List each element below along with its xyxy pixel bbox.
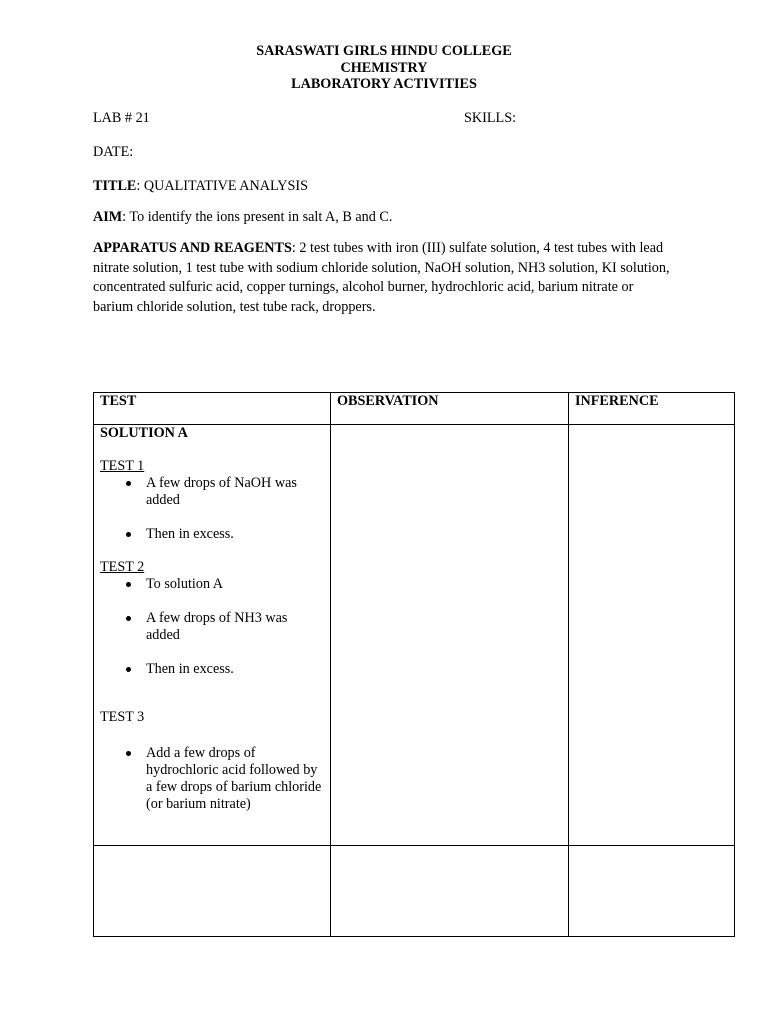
aim-line — [93, 209, 392, 226]
test2-list — [100, 576, 324, 678]
test2-label: TEST 2 — [100, 559, 145, 575]
list-item: Add a few drops of hydrochloric acid followed by a few drops of barium chloride (or barium nitrate) — [146, 745, 324, 813]
test1-list — [100, 475, 324, 543]
header-test: TEST — [94, 393, 331, 425]
aim-label: AIM — [93, 209, 123, 225]
date-label: DATE: — [93, 144, 134, 160]
title-line — [93, 178, 308, 195]
apparatus-value: : 2 test tubes with iron (III) sulfate solution, 4 test tubes with lead nitrate solution, 1 test tube with sodium chloride solution, NaOH solution, NH3 solution, KI solution, concentrated sulfuric acid, copper turnings, alcohol burner, hydrochloric acid, barium nitrate or barium chloride solution, test tube rack, droppers. — [93, 240, 670, 315]
list-item: A few drops of NaOH was added — [146, 475, 324, 509]
table-row-empty — [94, 846, 735, 937]
list-item: Then in excess. — [146, 661, 324, 678]
observation-cell — [331, 425, 569, 846]
subject-name: CHEMISTRY — [340, 59, 428, 76]
college-name: SARASWATI GIRLS HINDU COLLEGE — [256, 43, 512, 59]
test-cell — [94, 425, 331, 846]
results-table — [93, 392, 735, 937]
apparatus-paragraph — [93, 239, 673, 317]
empty-test-cell — [94, 846, 331, 937]
test3-list — [100, 745, 324, 813]
title-value: : QUALITATIVE ANALYSIS — [136, 178, 308, 194]
document-header — [0, 43, 768, 93]
table-header-row — [94, 393, 735, 425]
apparatus-label: APPARATUS AND REAGENTS — [93, 240, 292, 256]
header-observation: OBSERVATION — [331, 393, 569, 425]
header-inference: INFERENCE — [569, 393, 735, 425]
empty-inference-cell — [569, 846, 735, 937]
lab-number: LAB # 21 — [93, 110, 150, 126]
inference-cell — [569, 425, 735, 846]
empty-observation-cell — [331, 846, 569, 937]
aim-value: : To identify the ions present in salt A, B and C. — [122, 209, 393, 225]
activity-title: LABORATORY ACTIVITIES — [291, 76, 477, 92]
list-item: A few drops of NH3 was added — [146, 610, 324, 644]
table-row-solution-a — [94, 425, 735, 846]
test1-label: TEST 1 — [100, 458, 145, 474]
skills-label: SKILLS: — [464, 110, 517, 126]
list-item: Then in excess. — [146, 526, 324, 543]
title-label: TITLE — [93, 178, 137, 194]
test3-label: TEST 3 — [100, 709, 145, 725]
solution-label: SOLUTION A — [100, 425, 188, 441]
list-item: To solution A — [146, 576, 324, 593]
